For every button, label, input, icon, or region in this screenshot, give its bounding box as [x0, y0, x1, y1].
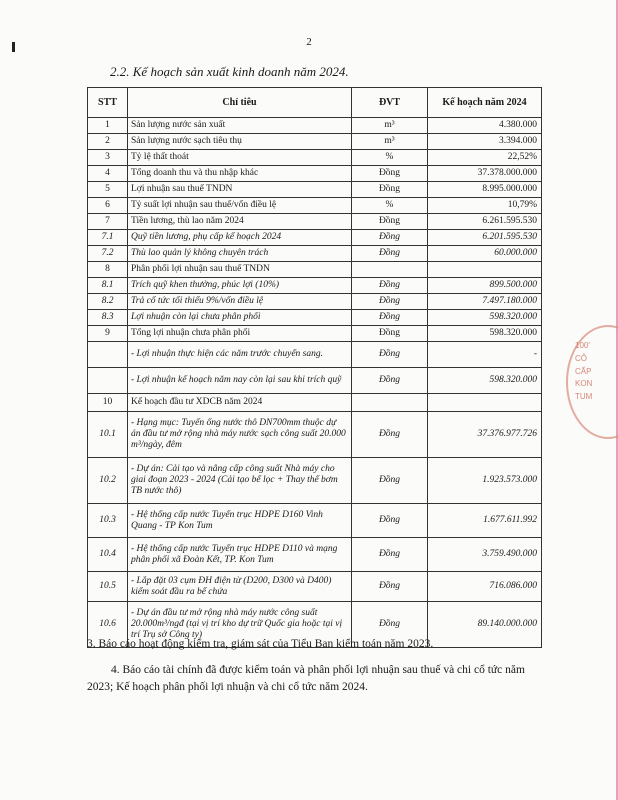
row-value: 37.376.977.726 — [428, 412, 542, 458]
row-stt: 1 — [88, 118, 128, 134]
row-stt — [88, 342, 128, 368]
row-stt: 10.4 — [88, 538, 128, 572]
row-unit: % — [352, 198, 428, 214]
row-value: 89.140.000.000 — [428, 602, 542, 648]
row-indicator: Tổng lợi nhuận chưa phân phối — [128, 326, 352, 342]
table-row — [88, 368, 542, 394]
table-row — [88, 134, 542, 150]
table-row — [88, 118, 542, 134]
table-row — [88, 246, 542, 262]
row-stt: 7.2 — [88, 246, 128, 262]
table-row — [88, 214, 542, 230]
page-number: 2 — [306, 36, 312, 48]
table-header-row — [88, 88, 542, 118]
stamp-line: CÔ — [575, 353, 587, 363]
table-row — [88, 166, 542, 182]
row-stt: 8.1 — [88, 278, 128, 294]
row-stt: 10 — [88, 394, 128, 412]
row-indicator: Trả cổ tức tối thiểu 9%/vốn điều lệ — [128, 294, 352, 310]
row-stt: 5 — [88, 182, 128, 198]
row-unit: Đồng — [352, 214, 428, 230]
table-row — [88, 326, 542, 342]
table-row — [88, 150, 542, 166]
row-value — [428, 394, 542, 412]
row-value: 3.394.000 — [428, 134, 542, 150]
row-stt: 8.2 — [88, 294, 128, 310]
row-value: 37.378.000.000 — [428, 166, 542, 182]
row-stt: 10.1 — [88, 412, 128, 458]
row-value: 598.320.000 — [428, 326, 542, 342]
row-indicator: Tỷ lệ thất thoát — [128, 150, 352, 166]
row-indicator: - Hệ thống cấp nước Tuyến trục HDPE D160 Vinh Quang - TP Kon Tum — [128, 504, 352, 538]
stamp-line: KON — [575, 379, 593, 389]
row-unit: m³ — [352, 118, 428, 134]
row-stt: 7.1 — [88, 230, 128, 246]
stamp-line: CẤP — [575, 366, 592, 376]
row-value: 22,52% — [428, 150, 542, 166]
business-plan-table — [87, 87, 542, 648]
row-unit: m³ — [352, 134, 428, 150]
row-indicator: - Lợi nhuận kế hoạch năm nay còn lại sau khi trích quỹ — [128, 368, 352, 394]
table-row — [88, 412, 542, 458]
table-row — [88, 182, 542, 198]
header-stt: STT — [88, 88, 128, 118]
row-unit: Đồng — [352, 246, 428, 262]
row-indicator: - Hạng mục: Tuyến ống nước thô DN700mm thuộc dự án đầu tư mở rộng nhà máy nước sạch công suất 20.000 m³/ngày, đêm — [128, 412, 352, 458]
row-stt: 4 — [88, 166, 128, 182]
stamp-line: TUM — [575, 392, 593, 402]
row-indicator: Trích quỹ khen thưởng, phúc lợi (10%) — [128, 278, 352, 294]
row-indicator: Quỹ tiền lương, phụ cấp kế hoạch 2024 — [128, 230, 352, 246]
row-stt: 10.5 — [88, 572, 128, 602]
row-indicator: - Hệ thống cấp nước Tuyến trục HDPE D110 và mạng phân phối xã Đoàn Kết, TP. Kon Tum — [128, 538, 352, 572]
row-indicator: - Dự án đầu tư mở rộng nhà máy nước công suất 20.000m³/ngđ (tại vị trí kho dự trữ Quốc gia hoặc tại vị trí Trụ sở Công ty) — [128, 602, 352, 648]
row-stt: 9 — [88, 326, 128, 342]
row-stt — [88, 368, 128, 394]
row-value: 6.201.595.530 — [428, 230, 542, 246]
row-indicator: Sản lượng nước sản xuất — [128, 118, 352, 134]
row-value: 3.759.490.000 — [428, 538, 542, 572]
row-indicator: Sản lượng nước sạch tiêu thụ — [128, 134, 352, 150]
row-value: 7.497.180.000 — [428, 294, 542, 310]
row-value: 8.995.000.000 — [428, 182, 542, 198]
header-indicator: Chỉ tiêu — [128, 88, 352, 118]
row-value: 4.380.000 — [428, 118, 542, 134]
row-unit: Đồng — [352, 278, 428, 294]
row-value: 6.261.595.530 — [428, 214, 542, 230]
row-unit: Đồng — [352, 458, 428, 504]
row-indicator: - Lợi nhuận thực hiện các năm trước chuyển sang. — [128, 342, 352, 368]
table-row — [88, 394, 542, 412]
table-row — [88, 230, 542, 246]
row-unit: Đồng — [352, 572, 428, 602]
stamp-line: 100' — [575, 341, 590, 350]
table-row — [88, 342, 542, 368]
table-row — [88, 294, 542, 310]
row-value: 716.086.000 — [428, 572, 542, 602]
row-unit — [352, 262, 428, 278]
table-row — [88, 278, 542, 294]
row-indicator: Tổng doanh thu và thu nhập khác — [128, 166, 352, 182]
row-unit: Đồng — [352, 602, 428, 648]
row-indicator: Thù lao quản lý không chuyên trách — [128, 246, 352, 262]
row-unit: Đồng — [352, 294, 428, 310]
row-indicator: - Dự án: Cải tạo và nâng cấp công suất Nhà máy cho giai đoạn 2023 - 2024 (Cải tạo bể lọc + Thay thế bơm TB nước thô) — [128, 458, 352, 504]
row-stt: 10.6 — [88, 602, 128, 648]
row-value: - — [428, 342, 542, 368]
row-value: 899.500.000 — [428, 278, 542, 294]
row-unit: % — [352, 150, 428, 166]
table-row — [88, 262, 542, 278]
row-value: 598.320.000 — [428, 368, 542, 394]
row-unit: Đồng — [352, 230, 428, 246]
row-value: 10,79% — [428, 198, 542, 214]
row-unit: Đồng — [352, 412, 428, 458]
row-value: 60.000.000 — [428, 246, 542, 262]
row-stt: 7 — [88, 214, 128, 230]
row-unit — [352, 394, 428, 412]
row-unit: Đồng — [352, 326, 428, 342]
row-stt: 3 — [88, 150, 128, 166]
row-stt: 8.3 — [88, 310, 128, 326]
table-row — [88, 310, 542, 326]
row-indicator: Lợi nhuận còn lại chưa phân phối — [128, 310, 352, 326]
row-value — [428, 262, 542, 278]
header-unit: ĐVT — [352, 88, 428, 118]
row-unit: Đồng — [352, 368, 428, 394]
row-stt: 6 — [88, 198, 128, 214]
table-row — [88, 538, 542, 572]
table-row — [88, 572, 542, 602]
row-value: 1.677.611.992 — [428, 504, 542, 538]
row-value: 598.320.000 — [428, 310, 542, 326]
row-indicator: Phân phối lợi nhuận sau thuế TNDN — [128, 262, 352, 278]
row-indicator: Kế hoạch đầu tư XDCB năm 2024 — [128, 394, 352, 412]
stamp-text — [575, 340, 615, 404]
row-stt: 2 — [88, 134, 128, 150]
row-indicator: Tiền lương, thù lao năm 2024 — [128, 214, 352, 230]
row-stt: 10.3 — [88, 504, 128, 538]
paragraph-3: 3. Báo cáo hoạt động kiểm tra, giám sát của Tiểu Ban kiểm toán năm 2023. — [87, 638, 434, 650]
section-heading: 2.2. Kế hoạch sản xuất kinh doanh năm 2024. — [110, 64, 349, 79]
row-unit: Đồng — [352, 538, 428, 572]
row-stt: 10.2 — [88, 458, 128, 504]
header-plan-2024: Kế hoạch năm 2024 — [428, 88, 542, 118]
table-row — [88, 198, 542, 214]
row-unit: Đồng — [352, 342, 428, 368]
row-value: 1.923.573.000 — [428, 458, 542, 504]
row-indicator: - Lắp đặt 03 cụm ĐH điện từ (D200, D300 và D400) kiểm soát đầu ra bể chứa — [128, 572, 352, 602]
paragraph-4: 4. Báo cáo tài chính đã được kiểm toán và phân phối lợi nhuận sau thuế và chi cổ tức năm 2023; Kế hoạch phân phối lợi nhuận và chi cổ tức năm 2024. — [87, 664, 525, 693]
row-indicator: Lợi nhuận sau thuế TNDN — [128, 182, 352, 198]
row-stt: 8 — [88, 262, 128, 278]
row-unit: Đồng — [352, 504, 428, 538]
table-row — [88, 458, 542, 504]
table-row — [88, 504, 542, 538]
row-unit: Đồng — [352, 310, 428, 326]
row-unit: Đồng — [352, 182, 428, 198]
row-indicator: Tỷ suất lợi nhuận sau thuế/vốn điều lệ — [128, 198, 352, 214]
row-unit: Đồng — [352, 166, 428, 182]
